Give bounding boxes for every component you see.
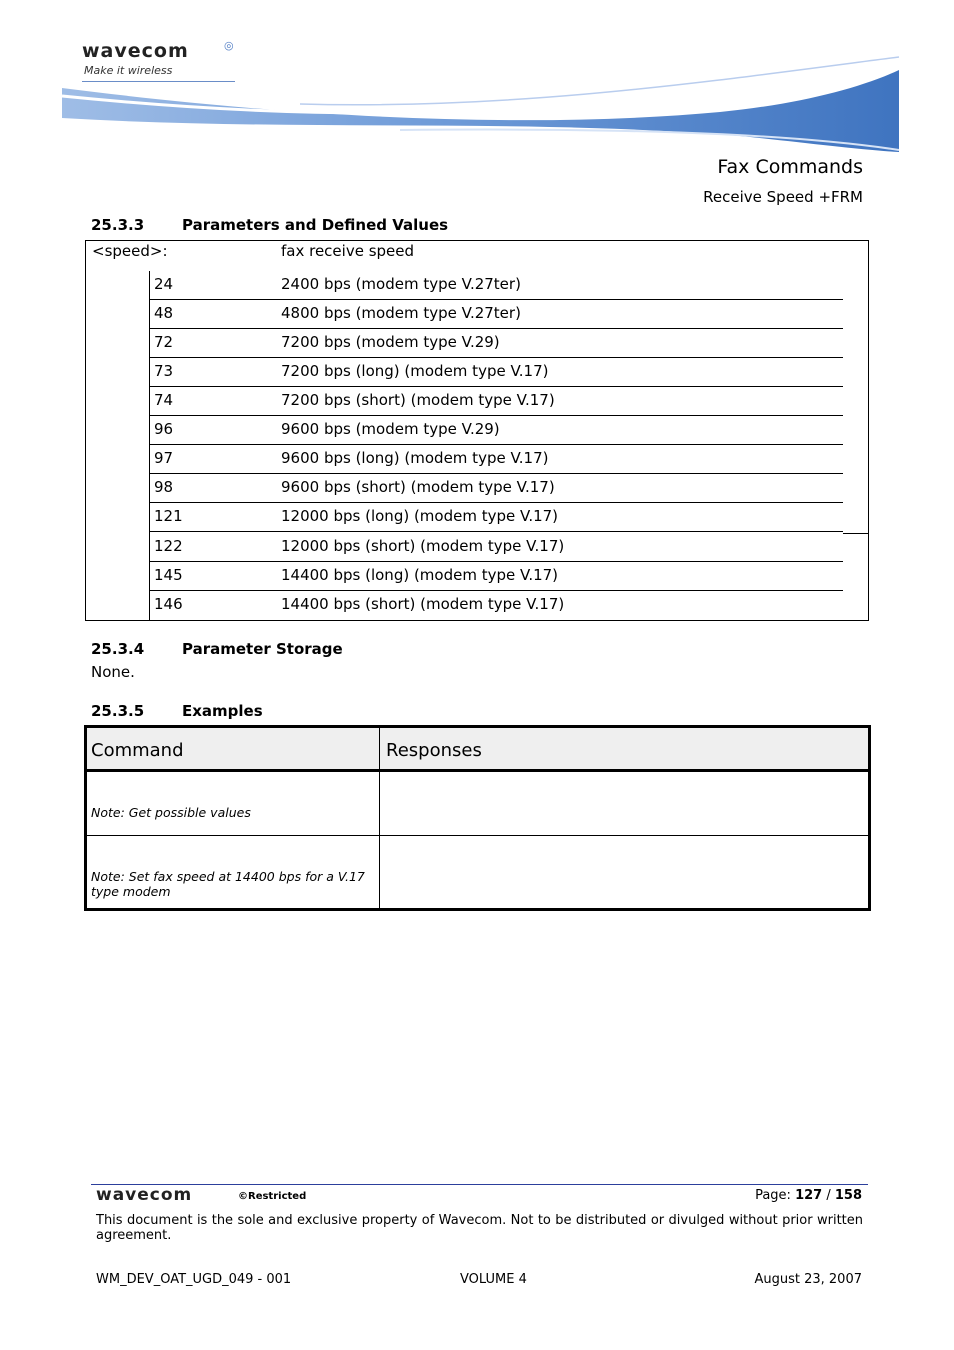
- footer-date: August 23, 2007: [754, 1272, 862, 1287]
- param-value: 122: [154, 537, 183, 555]
- logo-swirl-icon: ◎: [224, 39, 234, 52]
- param-value: 24: [154, 275, 174, 293]
- param-value: 145: [154, 566, 183, 584]
- footer-volume: VOLUME 4: [460, 1272, 527, 1287]
- page-number: [755, 1188, 862, 1203]
- param-name: <speed>:: [92, 242, 168, 260]
- page-label: Page:: [755, 1188, 791, 1203]
- param-value-desc: 9600 bps (modem type V.29): [281, 420, 500, 438]
- logo-underline: [82, 81, 235, 82]
- table-row: [149, 591, 843, 620]
- section-heading-examples: [91, 702, 263, 720]
- param-value-desc: 7200 bps (modem type V.29): [281, 333, 500, 351]
- chapter-title: Fax Commands: [717, 156, 863, 178]
- page-current: 127: [795, 1188, 823, 1203]
- table-page-split-line: [843, 533, 869, 534]
- footer-notice: This document is the sole and exclusive property of Wavecom. Not to be distributed or divulged without prior written agreement.: [96, 1213, 863, 1243]
- table-row: [149, 358, 843, 387]
- section-number: 25.3.5: [91, 702, 145, 720]
- section-heading-params: [91, 216, 448, 234]
- row-divider: [87, 835, 868, 836]
- logo-tagline: Make it wireless: [84, 64, 173, 77]
- footer-restricted: ©Restricted: [238, 1191, 307, 1202]
- param-value: 97: [154, 449, 174, 467]
- table-row: [149, 503, 843, 532]
- table-row: [149, 329, 843, 358]
- footer-logo: wavecom: [96, 1185, 193, 1205]
- param-value: 121: [154, 507, 183, 525]
- example-note: Note: Get possible values: [91, 805, 251, 820]
- examples-table: [84, 725, 871, 911]
- param-value-desc: 7200 bps (short) (modem type V.17): [281, 391, 555, 409]
- section-title: Parameter Storage: [182, 640, 343, 658]
- footer-doc-ref: WM_DEV_OAT_UGD_049 - 001: [96, 1272, 292, 1287]
- param-value: 72: [154, 333, 174, 351]
- param-value: 146: [154, 595, 183, 613]
- footer-rule: [91, 1184, 868, 1185]
- param-value-desc: 2400 bps (modem type V.27ter): [281, 275, 521, 293]
- table-row: [149, 387, 843, 416]
- section-number: 25.3.4: [91, 640, 145, 658]
- table-row: [149, 474, 843, 503]
- param-value: 74: [154, 391, 174, 409]
- param-value: 98: [154, 478, 174, 496]
- table-row: [149, 562, 843, 591]
- param-description: fax receive speed: [281, 242, 415, 260]
- param-value-desc: 14400 bps (long) (modem type V.17): [281, 566, 559, 584]
- param-value: 48: [154, 304, 174, 322]
- logo-wordmark: wavecom: [82, 40, 189, 62]
- table-row: [149, 416, 843, 445]
- page-total: 158: [834, 1188, 862, 1203]
- wavecom-logo: [82, 40, 242, 84]
- example-note: Note: Set fax speed at 14400 bps for a V.17 type modem: [91, 869, 365, 899]
- table-row: [149, 271, 843, 300]
- section-number: 25.3.3: [91, 216, 145, 234]
- column-divider: [379, 728, 380, 908]
- param-value-desc: 9600 bps (long) (modem type V.17): [281, 449, 549, 467]
- table-row: [149, 445, 843, 474]
- param-value: 73: [154, 362, 174, 380]
- parameter-table: [85, 240, 869, 621]
- section-heading-storage: [91, 640, 343, 658]
- table-row: [149, 300, 843, 329]
- table-row: [149, 533, 843, 562]
- page-separator: /: [822, 1188, 835, 1203]
- column-header-responses: Responses: [386, 740, 482, 761]
- subchapter-title: Receive Speed +FRM: [703, 188, 863, 206]
- storage-text: None.: [91, 663, 135, 681]
- param-value-desc: 12000 bps (long) (modem type V.17): [281, 507, 559, 525]
- section-title: Examples: [182, 702, 263, 720]
- param-value-desc: 4800 bps (modem type V.27ter): [281, 304, 521, 322]
- param-value-desc: 7200 bps (long) (modem type V.17): [281, 362, 549, 380]
- param-value-desc: 9600 bps (short) (modem type V.17): [281, 478, 555, 496]
- examples-table-header: [87, 728, 868, 772]
- section-title: Parameters and Defined Values: [182, 216, 449, 234]
- param-value-desc: 14400 bps (short) (modem type V.17): [281, 595, 565, 613]
- column-header-command: Command: [91, 740, 184, 761]
- param-value: 96: [154, 420, 174, 438]
- param-value-desc: 12000 bps (short) (modem type V.17): [281, 537, 565, 555]
